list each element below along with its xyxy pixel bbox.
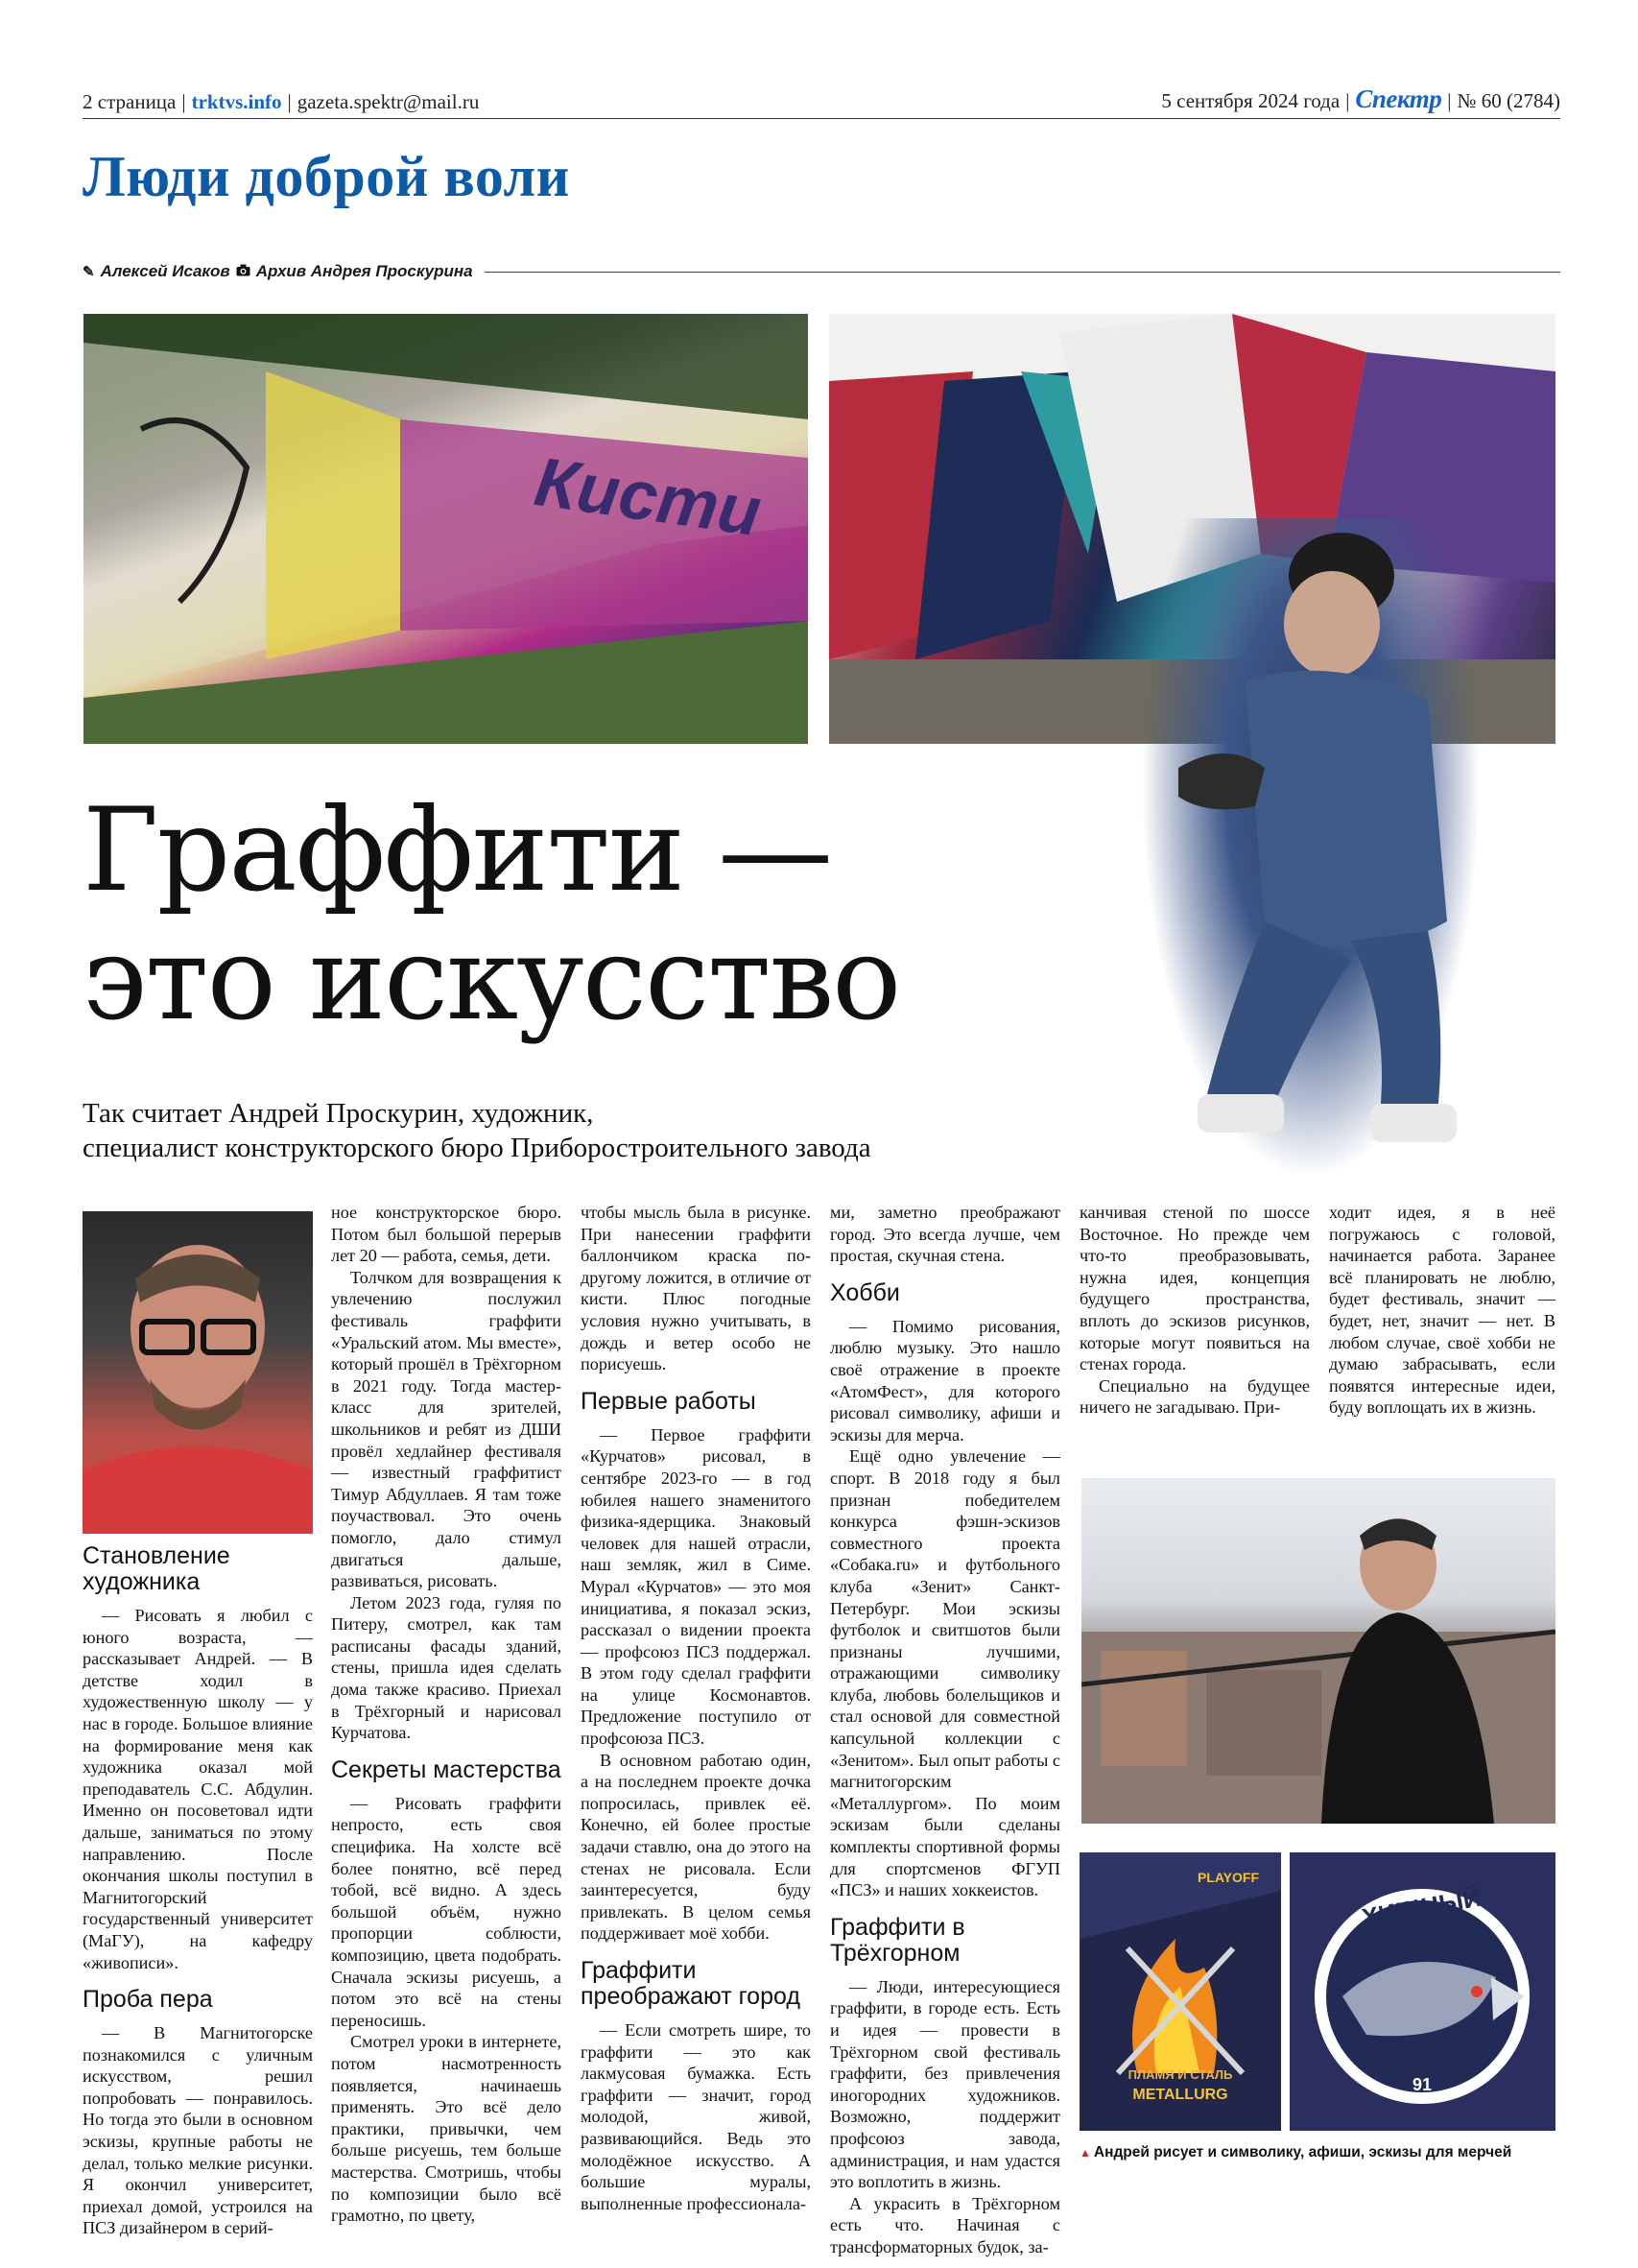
photo-caption: ▲ Андрей рисует и символику, афиши, эскизы для мерчей: [1080, 2144, 1512, 2161]
paragraph: ное конструкторское бюро. Потом был большой перерыв лет 20 — работа, семья, дети.: [331, 1203, 561, 1266]
paragraph: чтобы мысль была в рисунке. При нанесении граффити баллончиком краска по-другому ложится, в отличие от кисти. Плюс погодные условия нужно учитывать, в дождь и ветер особо не порисуешь.: [581, 1203, 811, 1374]
paragraph: — Люди, интересующиеся граффити, в городе есть. Есть и идея — провести в Трёхгорном свой фестиваль граффити, без привлечения иногородних художников. Возможно, поддержит профсоюз завода, администрация, и нам удастся это воплотить в жизнь.: [830, 1976, 1060, 2192]
photo-credit: Архив Андрея Проскурина: [255, 262, 473, 280]
poster1-top-text: PLAYOFF: [1197, 1870, 1260, 1885]
headline-line-2: это искусство: [83, 913, 900, 1046]
paragraph: — В Магнитогорске познакомился с уличным искусством, решил попробовать — понравилось. Но тогда это были в основном эскизы, крупные работы не делал, только мелкие рисунки. Я окончил университет, приехал домой, устроился на ПСЗ дизайнером в серий-: [83, 2023, 313, 2238]
paragraph: — Рисовать я любил с юного возраста, — рассказывает Андрей. — В детстве ходил в художественную школу — у нас в городе. Большое влияние на формирование меня как художника оказал мой преподаватель С.С. Абдулин. Именно он посоветовал идти дальше, заниматься по этому направлению. После окончания школы поступил в Магнитогорский государственный университет (МаГУ), на кафедру «живописи».: [83, 1606, 313, 1972]
article-column-2: [331, 1202, 561, 2227]
byline-rule: [485, 272, 1560, 273]
subhead-becoming-artist: Становление художника: [83, 1542, 230, 1595]
paragraph: А украсить в Трёхгорном есть что. Начиная с трансформаторных будок, за-: [830, 2193, 1060, 2256]
lead-paragraph: [83, 1096, 1100, 1165]
headline: [83, 784, 900, 1046]
paragraph: — Первое граффити «Курчатов» рисовал, в сентябре 2023-го — в год юбилея нашего знаменитого физика-ядерщика. Знаковый человек для нашей отрасли, наш земляк, жил в Симе. Мурал «Курчатов» — это моя инициатива, я показал эскиз, рассказал о видении проекта — профсоюз ПСЗ поддержал. В этом году сделал граффити на улице Космонавтов. Предложение поступило от профсоюза ПСЗ.: [581, 1424, 811, 1749]
artist-portrait-photo: [83, 1211, 313, 1534]
email-link[interactable]: gazeta.spektr@mail.ru: [297, 90, 480, 113]
paragraph: Смотрел уроки в интернете, потом насмотренность появляется, начинаешь применять. Это всё дело практики, привычки, чем больше рисуешь, тем больше мастерства. Смотришь, чтобы по композиции было всё грамотно, по цвету,: [331, 2032, 561, 2226]
newspaper-logo: Спектр: [1355, 84, 1442, 113]
wall-graffiti-text: Кисти: [530, 442, 766, 552]
article-column-5: [1080, 1202, 1310, 1419]
page-header: 2 страница | trktvs.info | gazeta.spektr@mail.ru 5 сентября 2024 года | Спектр | № 60 (2784): [83, 92, 1560, 119]
lead-line-2: специалист конструкторского бюро Приборостроительного завода: [83, 1133, 871, 1163]
paragraph: канчивая стеной по шоссе Восточное. Но прежде чем что-то преобразовывать, нужна идея, концепция будущего пространства, вплоть до эскизов рисунков, которые могут появиться на стенах города.: [1080, 1203, 1310, 1374]
subhead-first-works: Первые работы: [581, 1387, 756, 1415]
page-number: 2 страница: [83, 90, 177, 113]
pencil-icon: ✎: [83, 264, 95, 280]
artist-crouching-photo: [1140, 518, 1482, 1181]
lead-line-1: Так считает Андрей Проскурин, художник,: [83, 1098, 594, 1129]
author: Алексей Исаков: [100, 262, 230, 280]
camera-icon: [236, 264, 250, 280]
subhead-graffiti-transforms: Граффити преображают город: [581, 1957, 800, 2010]
triangle-icon: ▲: [1080, 2146, 1091, 2160]
article-column-4: [830, 1202, 1060, 2258]
paragraph: ми, заметно преображают город. Это всегда лучше, чем простая, скучная стена.: [830, 1203, 1060, 1266]
issue-number: № 60 (2784): [1457, 89, 1560, 112]
graffiti-photo-wall: [83, 314, 808, 744]
paragraph: Ещё одно увлечение — спорт. В 2018 году я был признан победителем конкурса фэшн-эскизов совместного проекта «Собака.ru» и футбольного клуба «Зенит» Санкт-Петербург. Мои эскизы футболок и свитшотов были признаны лучшими, отражающими символику клуба, любовь болельщиков и стал основой для совместной капсульной коллекции с «Зенитом». Был опыт работы с магнитогорским «Металлургом». По моим эскизам были сделаны комплекты спортивной формы для спортсменов ФГУП «ПСЗ» и наших хоккеистов.: [830, 1446, 1060, 1900]
poster2-number: 91: [1412, 2075, 1433, 2094]
site-link[interactable]: trktvs.info: [191, 90, 282, 113]
paragraph: Специально на будущее ничего не загадываю. При-: [1080, 1375, 1310, 1418]
artist-rooftop-photo: [1081, 1478, 1555, 1824]
byline: [83, 261, 1560, 282]
poster-metallurg: [1080, 1852, 1281, 2131]
article-column-6: [1329, 1202, 1555, 1419]
issue-date: 5 сентября 2024 года: [1161, 89, 1341, 112]
paragraph: ходит идея, я в неё погружаюсь с головой, начинается работа. Заранее всё планировать не люблю, будет фестиваль, значит — будет, нет, значит — нет. В любом случае, своё хобби не думаю забрасывать, если появятся интересные идеи, буду воплощать их в жизнь.: [1329, 1203, 1555, 1418]
article-column-1: [83, 1543, 313, 2239]
paragraph: Летом 2023 года, гуляя по Питеру, смотрел, как там расписаны фасады зданий, стены, пришла идея сделать дома также красиво. Приехал в Трёхгорный и нарисовал Курчатова.: [331, 1592, 561, 1743]
subhead-first-try: Проба пера: [83, 1986, 213, 2014]
subhead-secrets: Секреты мастерства: [331, 1755, 561, 1783]
section-title: Люди доброй воли: [83, 145, 570, 208]
paragraph: — Если смотреть шире, то граффити — это как лакмусовая бумажка. Есть граффити — значит, город молодой, живой, развивающийся. Ведь это молодёжное искусство. А большие муралы, выполненные профессионала-: [581, 2020, 811, 2213]
poster-predator-carp: [1290, 1852, 1555, 2131]
paragraph: Толчком для возвращения к увлечению послужил фестиваль граффити «Уральский атом. Мы вместе», который прошёл в Трёхгорном в 2021 году. Тогда мастер-класс для зрителей, школьников и ребят из ДШИ провёл хедлайнер фестиваля — известный граффитист Тимур Абдуллаев. Я там тоже поучаствовал. Это очень помогло, дало стимул двигаться дальше, развиваться, рисовать.: [331, 1267, 561, 1591]
poster2-title: ХИЩНЫЙ КАРП: [1359, 1882, 1484, 1957]
paragraph: — Рисовать граффити непросто, есть своя специфика. На холсте всё более понятно, всё перед тобой, всё видно. А здесь большой объём, нужно пропорции соблюсти, композицию, цвета подобрать. Сначала эскизы рисуешь, а потом это всё на стены переносишь.: [331, 1793, 561, 2030]
subhead-graffiti-in-town: Граффити в Трёхгорном: [830, 1913, 965, 1967]
article-column-3: [581, 1202, 811, 2214]
subhead-hobby: Хобби: [830, 1278, 900, 1306]
paragraph: — Помимо рисования, люблю музыку. Это нашло своё отражение в проекте «АтомФест», для которого рисовал символику, афиши и эскизы для мерча.: [830, 1316, 1060, 1444]
headline-line-1: Граффити —: [83, 784, 832, 918]
poster1-bottom-text: METALLURG: [1132, 2087, 1228, 2103]
paragraph: В основном работаю один, а на последнем проекте дочка попросилась, привлек её. Конечно, ей более простые задачи ставлю, она до этого на стенах не рисовала. Если заинтересуется, буду привлекать. В целом семья поддерживает моё хобби.: [581, 1750, 811, 1944]
poster1-mid-text: ПЛАМЯ И СТАЛЬ: [1128, 2067, 1233, 2082]
